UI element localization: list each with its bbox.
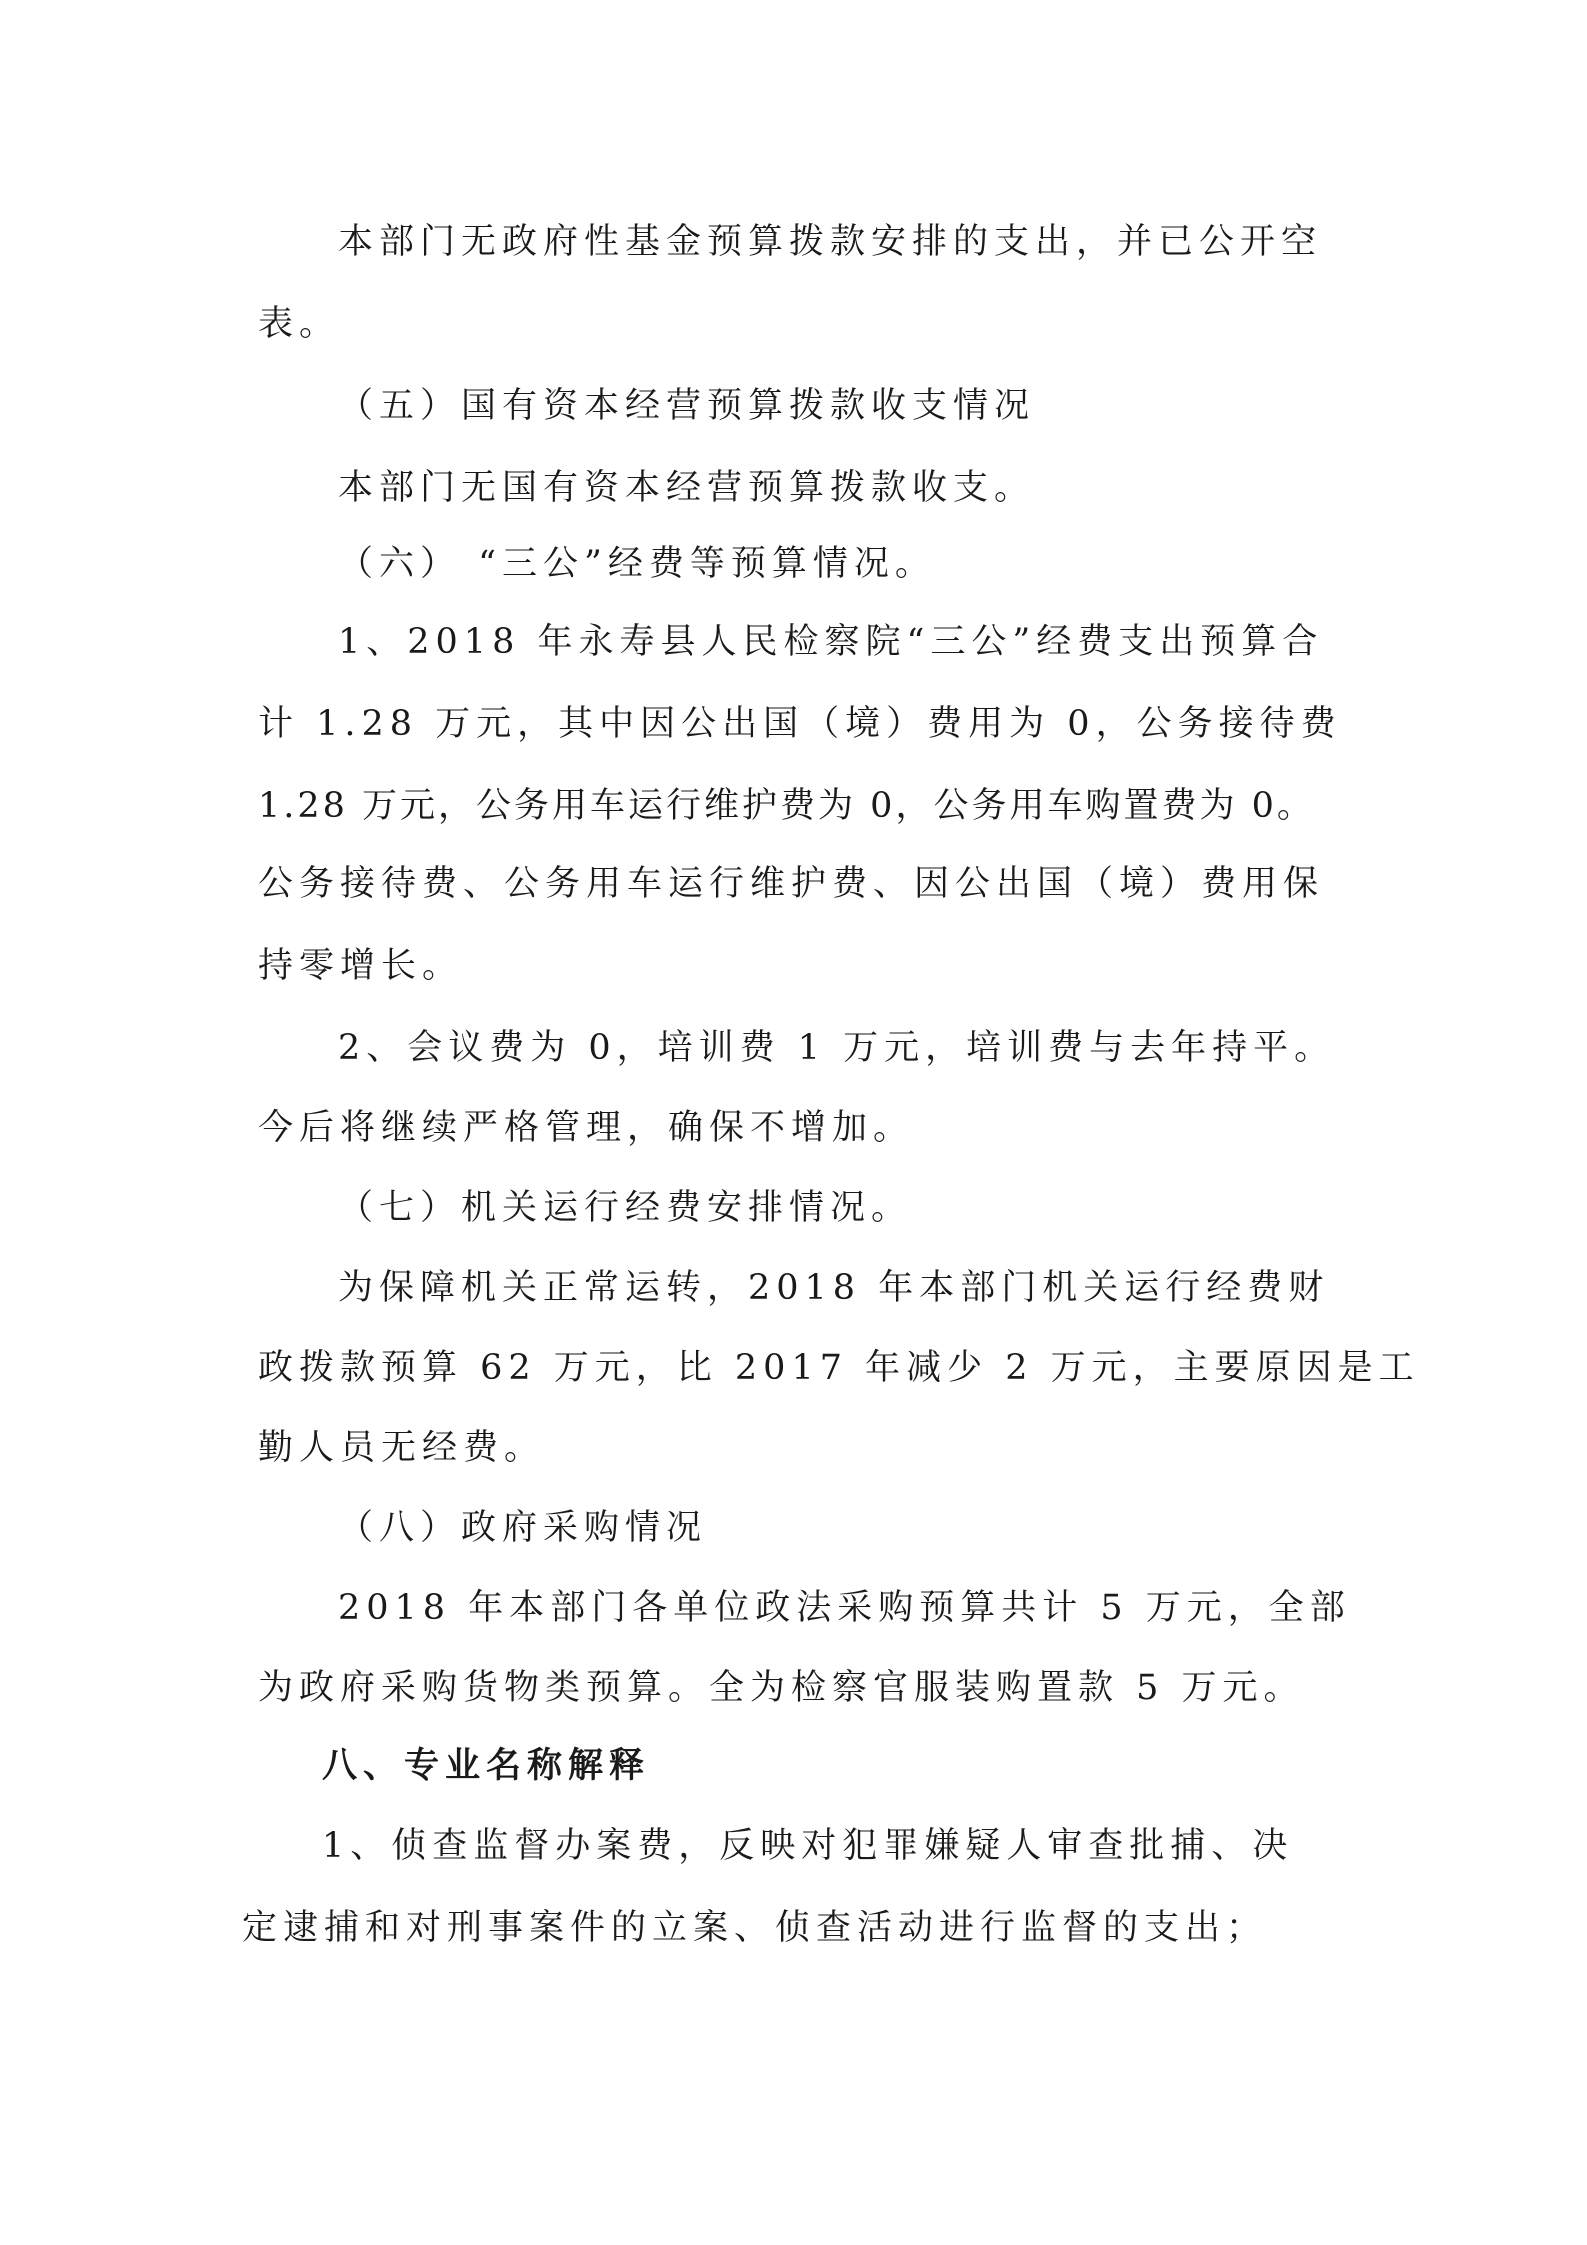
text-line: 政拨款预算 62 万元，比 2017 年减少 2 万元，主要原因是工 xyxy=(258,1348,1420,1388)
text-line: 1.28 万元，公务用车运行维护费为 0，公务用车购置费为 0。 xyxy=(258,786,1315,826)
text-line: 2、会议费为 0，培训费 1 万元，培训费与去年持平。 xyxy=(338,1028,1336,1068)
text-line: 本部门无政府性基金预算拨款安排的支出，并已公开空 xyxy=(338,222,1323,262)
text-line: 公务接待费、公务用车运行维护费、因公出国（境）费用保 xyxy=(258,864,1325,904)
text-line: 今后将继续严格管理，确保不增加。 xyxy=(258,1108,915,1148)
text-line: 持零增长。 xyxy=(258,946,464,986)
text-line: 定逮捕和对刑事案件的立案、侦查活动进行监督的支出； xyxy=(242,1908,1268,1948)
text-line: 为保障机关正常运转，2018 年本部门机关运行经费财 xyxy=(338,1268,1330,1308)
text-line: 表。 xyxy=(258,304,341,344)
text-line: 计 1.28 万元，其中因公出国（境）费用为 0，公务接待费 xyxy=(258,704,1342,744)
text-line: 1、2018 年永寿县人民检察院“三公”经费支出预算合 xyxy=(338,622,1324,662)
text-line: 2018 年本部门各单位政法采购预算共计 5 万元，全部 xyxy=(338,1588,1351,1628)
section-heading: （五）国有资本经营预算拨款收支情况 xyxy=(338,386,1036,426)
text-line: 勤人员无经费。 xyxy=(258,1428,546,1468)
text-line: 本部门无国有资本经营预算拨款收支。 xyxy=(338,468,1036,508)
section-heading: （七）机关运行经费安排情况。 xyxy=(338,1188,913,1228)
chapter-heading: 八、专业名称解释 xyxy=(322,1746,651,1786)
text-line: 1、侦查监督办案费，反映对犯罪嫌疑人审查批捕、决 xyxy=(322,1826,1294,1866)
section-heading: （八）政府采购情况 xyxy=(338,1508,708,1548)
text-line: 为政府采购货物类预算。全为检察官服装购置款 5 万元。 xyxy=(258,1668,1305,1708)
section-heading: （六） “三公”经费等预算情况。 xyxy=(338,544,936,584)
